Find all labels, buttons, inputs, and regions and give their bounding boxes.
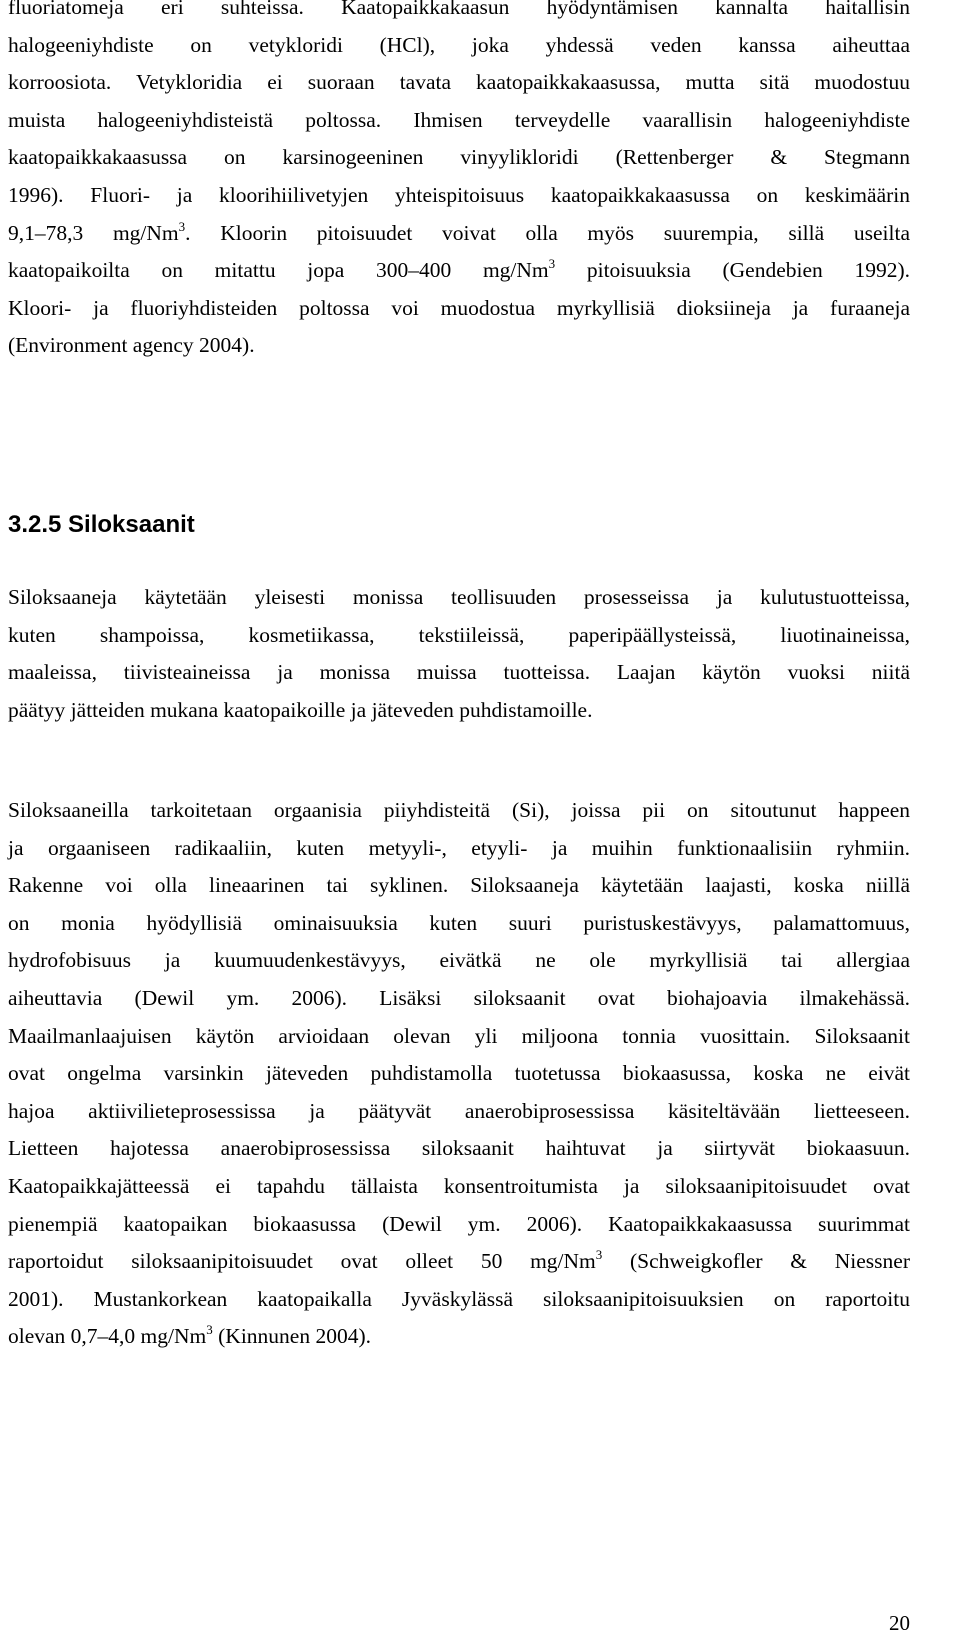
paragraph-halogen-compounds [8,0,910,365]
text-line: on monia hyödyllisiä ominaisuuksia kuten suuri puristuskestävyys, palamattomuus, [8,910,910,935]
text-line: (Environment agency 2004). [8,333,255,358]
text-line: fluoriatomeja eri suhteissa. Kaatopaikkakaasun hyödyntämisen kannalta haitallisin [8,0,910,19]
text-line [8,215,910,253]
text-line: Rakenne voi olla lineaarinen tai syklinen. Siloksaaneja käytetään laajasti, koska niillä [8,873,910,898]
text-line: ovat ongelma varsinkin jäteveden puhdistamolla tuotetussa biokaasussa, koska ne eivät [8,1061,910,1086]
text-fragment: . Kloorin pitoisuudet voivat olla myös suurempia, sillä useilta [185,220,910,245]
text-fragment: olevan 0,7–4,0 mg/Nm [8,1324,207,1349]
superscript: 3 [595,1247,603,1263]
text-line: kuten shampoissa, kosmetiikassa, tekstiileissä, paperipäällysteissä, liuotinaineissa, [8,622,910,647]
text-line: Maailmanlaajuisen käytön arvioidaan olevan yli miljoona tonnia vuosittain. Siloksaanit [8,1023,910,1048]
text-fragment: kaatopaikoilta on mitattu jopa 300–400 mg/Nm [8,258,549,283]
text-line: muista halogeeniyhdisteistä poltossa. Ihmisen terveydelle vaarallisin halogeeniyhdiste [8,107,910,132]
text-line: halogeeniyhdiste on vetykloridi (HCl), joka yhdessä veden kanssa aiheuttaa [8,32,910,57]
section-heading: 3.2.5 Siloksaanit [8,511,195,538]
text-line: 2001). Mustankorkean kaatopaikalla Jyväskylässä siloksaanipitoisuuksien on raportoitu [8,1286,910,1311]
text-line [8,252,910,290]
paragraph-siloxane-uses [8,579,910,729]
page-number: 20 [889,1611,910,1635]
text-line: Siloksaaneilla tarkoitetaan orgaanisia piiyhdisteitä (Si), joissa pii on sitoutunut happeen [8,798,910,822]
superscript: 3 [206,1322,213,1338]
text-line: aiheuttavia (Dewil ym. 2006). Lisäksi siloksaanit ovat biohajoavia ilmakehässä. [8,985,910,1010]
text-line: kaatopaikkakaasussa on karsinogeeninen vinyylikloridi (Rettenberger & Stegmann [8,145,910,170]
text-line: pienempiä kaatopaikan biokaasussa (Dewil ym. 2006). Kaatopaikkakaasussa suurimmat [8,1211,910,1236]
paragraph-siloxane-properties [8,792,910,1356]
text-line [8,1243,910,1281]
text-fragment: 9,1–78,3 mg/Nm [8,220,179,245]
text-line: korroosiota. Vetykloridia ei suoraan tavata kaatopaikkakaasussa, mutta sitä muodostuu [8,70,910,95]
superscript: 3 [178,218,186,234]
text-line: ja orgaaniseen radikaaliin, kuten metyyli-, etyyli- ja muihin funktionaalisiin ryhmiin. [8,835,910,860]
text-line: Siloksaaneja käytetään yleisesti monissa teollisuuden prosesseissa ja kulutustuotteissa, [8,585,910,609]
text-fragment: raportoidut siloksaanipitoisuudet ovat olleet 50 mg/Nm [8,1249,596,1274]
text-line: hydrofobisuus ja kuumuudenkestävyys, eivätkä ne ole myrkyllisiä tai allergiaa [8,948,910,973]
text-line: 1996). Fluori- ja kloorihiilivetyjen yhteispitoisuus kaatopaikkakaasussa on keskimäärin [8,182,910,207]
text-line: päätyy jätteiden mukana kaatopaikoille ja jäteveden puhdistamoille. [8,697,593,722]
text-line: hajoa aktiivilieteprosessissa ja päätyvät anaerobiprosessissa käsiteltävään lietteeseen. [8,1098,910,1123]
text-fragment: (Kinnunen 2004). [212,1324,372,1349]
superscript: 3 [548,256,556,272]
text-line: Kloori- ja fluoriyhdisteiden poltossa voi muodostua myrkyllisiä dioksiineja ja furaaneja [8,295,910,320]
text-fragment: (Schweigkofler & Niessner [602,1249,910,1274]
text-line: Lietteen hajotessa anaerobiprosessissa siloksaanit haihtuvat ja siirtyvät biokaasuun. [8,1136,910,1161]
text-fragment: pitoisuuksia (Gendebien 1992). [555,258,910,283]
text-line [8,1318,910,1356]
text-line: maaleissa, tiivisteaineissa ja monissa muissa tuotteissa. Laajan käytön vuoksi niitä [8,660,910,685]
text-line: Kaatopaikkajätteessä ei tapahdu tällaista konsentroitumista ja siloksaanipitoisuudet ovat [8,1173,910,1198]
